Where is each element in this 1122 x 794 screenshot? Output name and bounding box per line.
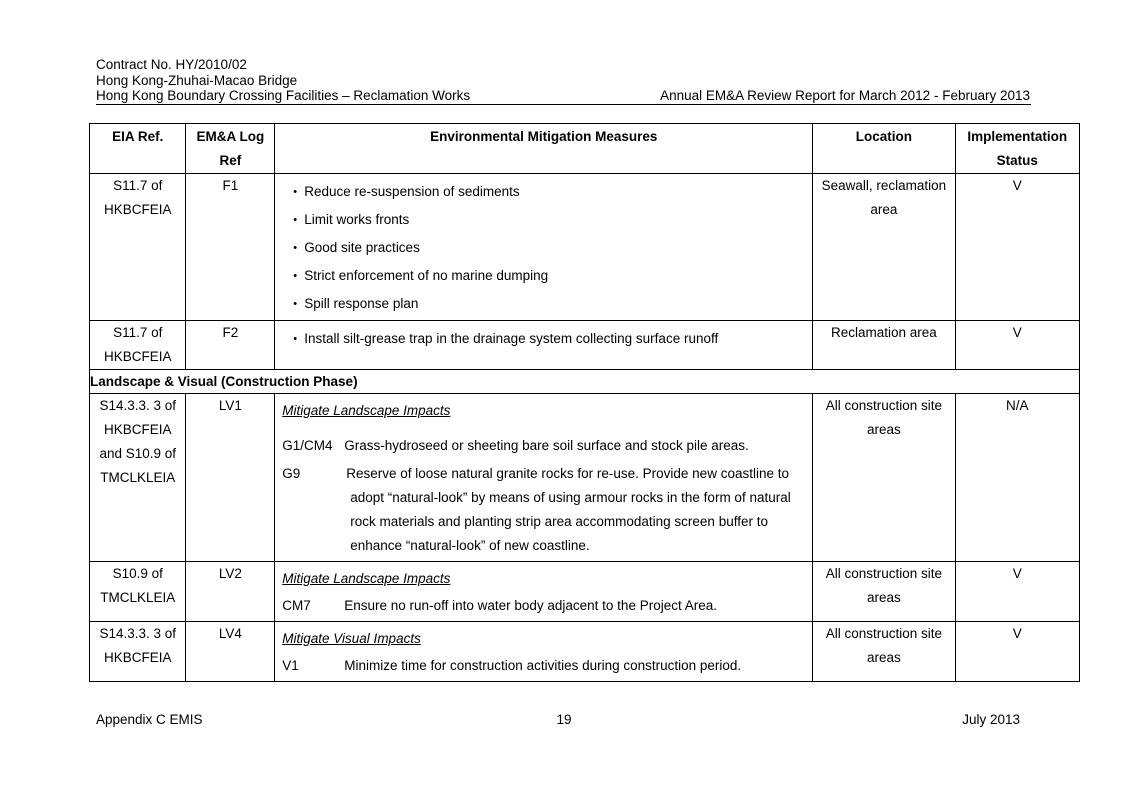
list-item: • Install silt-grease trap in the drainage system collecting surface runoff bbox=[293, 325, 812, 353]
measure-heading: Mitigate Visual Impacts bbox=[282, 631, 421, 646]
status-cell: V bbox=[955, 174, 1079, 321]
eia-ref-cell: S14.3.3. 3 of HKBCFEIA bbox=[90, 622, 186, 682]
measures-cell bbox=[275, 622, 813, 682]
works-name: Hong Kong Boundary Crossing Facilities – Reclamation Works bbox=[96, 88, 471, 103]
table-row bbox=[90, 622, 1080, 682]
location-cell: All construction site areas bbox=[813, 622, 955, 682]
page-number: 19 bbox=[556, 712, 572, 727]
section-title: Landscape & Visual (Construction Phase) bbox=[90, 370, 1080, 394]
measure-item: G9 Reserve of loose natural granite rocks for re-use. Provide new coastline to bbox=[282, 466, 789, 481]
contract-number: Contract No. HY/2010/02 bbox=[96, 57, 247, 72]
location-cell: Reclamation area bbox=[813, 321, 955, 370]
col-implementation-status: Implementation Status bbox=[955, 124, 1079, 174]
footer-date: July 2013 bbox=[962, 712, 1020, 727]
status-cell: V bbox=[955, 321, 1079, 370]
col-mitigation-measures: Environmental Mitigation Measures bbox=[275, 124, 813, 174]
list-item: • Spill response plan bbox=[293, 290, 812, 318]
table-row bbox=[90, 321, 1080, 370]
log-ref-cell: LV4 bbox=[186, 622, 275, 682]
status-cell: N/A bbox=[955, 394, 1079, 562]
measures-cell bbox=[275, 562, 813, 622]
measure-heading: Mitigate Landscape Impacts bbox=[282, 571, 451, 586]
log-ref-cell: F1 bbox=[186, 174, 275, 321]
log-ref-cell: LV2 bbox=[186, 562, 275, 622]
status-cell: V bbox=[955, 562, 1079, 622]
table-row bbox=[90, 562, 1080, 622]
measure-heading: Mitigate Landscape Impacts bbox=[282, 403, 451, 418]
report-title: Annual EM&A Review Report for March 2012 - February 2013 bbox=[660, 88, 1030, 103]
col-location: Location bbox=[813, 124, 955, 174]
table-header-row bbox=[90, 124, 1080, 174]
measure-item: CM7 Ensure no run-off into water body adjacent to the Project Area. bbox=[282, 598, 717, 613]
table-row bbox=[90, 394, 1080, 562]
footer-appendix: Appendix C EMIS bbox=[96, 712, 203, 727]
log-ref-cell: F2 bbox=[186, 321, 275, 370]
project-name: Hong Kong-Zhuhai-Macao Bridge bbox=[96, 72, 298, 88]
measures-cell bbox=[275, 321, 813, 370]
eia-ref-cell: S10.9 of TMCLKLEIA bbox=[90, 562, 186, 622]
measure-item: G1/CM4 Grass-hydroseed or sheeting bare soil surface and stock pile areas. bbox=[282, 438, 749, 453]
list-item: • Limit works fronts bbox=[293, 206, 812, 234]
location-cell: All construction site areas bbox=[813, 394, 955, 562]
page-header bbox=[96, 57, 470, 104]
eia-ref-cell: S14.3.3. 3 of HKBCFEIA and S10.9 of TMCLKLEIA bbox=[90, 394, 186, 562]
list-item: • Strict enforcement of no marine dumping bbox=[293, 262, 812, 290]
col-eia-ref: EIA Ref. bbox=[90, 124, 186, 174]
header-divider bbox=[96, 104, 1031, 105]
measures-cell: Mitigate Landscape Impacts G1/CM4 Grass-hydroseed or sheeting bare soil surface and stock pile areas. G9 Reserve of loose natural granite rocks for re-use. Provide new coastline to adopt “natural-look” by means of using armour rocks in the form of natural rock materials and planting strip area accommodating screen buffer to enhance “natural-look” of new coastline. bbox=[275, 394, 813, 562]
eia-ref-cell: S11.7 of HKBCFEIA bbox=[90, 174, 186, 321]
mitigation-measures-table bbox=[89, 123, 1080, 682]
log-ref-cell: LV1 bbox=[186, 394, 275, 562]
measures-cell bbox=[275, 174, 813, 321]
location-cell: Seawall, reclamation area bbox=[813, 174, 955, 321]
table-row bbox=[90, 174, 1080, 321]
status-cell: V bbox=[955, 622, 1079, 682]
measure-item: V1 Minimize time for construction activities during construction period. bbox=[282, 658, 742, 673]
list-item: • Good site practices bbox=[293, 234, 812, 262]
list-item: • Reduce re-suspension of sediments bbox=[293, 178, 812, 206]
location-cell: All construction site areas bbox=[813, 562, 955, 622]
eia-ref-cell: S11.7 of HKBCFEIA bbox=[90, 321, 186, 370]
col-ema-log-ref: EM&A Log Ref bbox=[186, 124, 275, 174]
section-row bbox=[90, 370, 1080, 394]
